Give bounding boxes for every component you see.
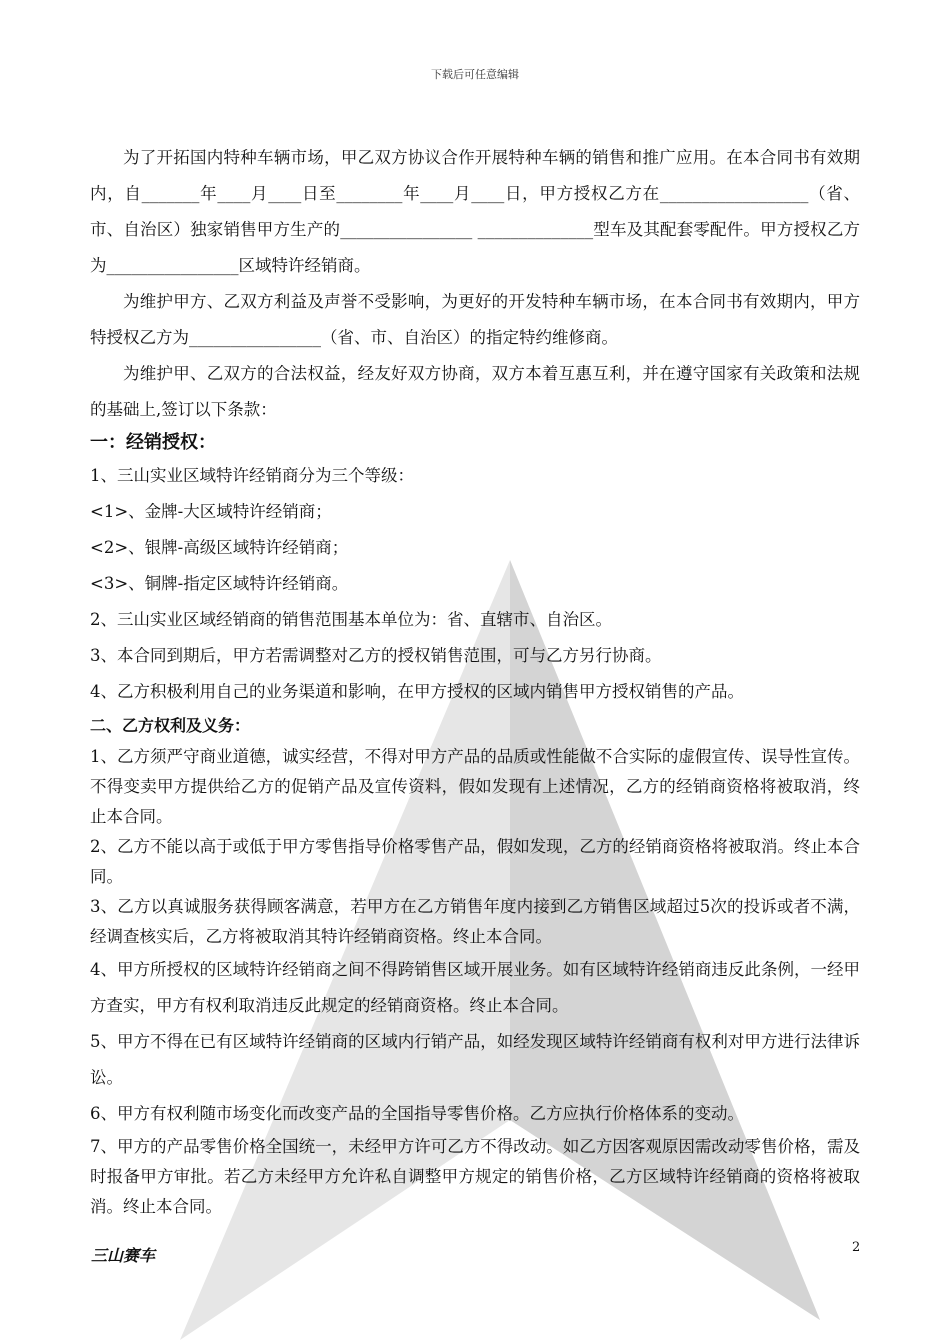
document-body [90,140,860,1222]
section-2-item: 4、甲方所授权的区域特许经销商之间不得跨销售区域开展业务。如有区域特许经销商违反此条例，一经甲方查实，甲方有权利取消违反此规定的经销商资格。终止本合同。 [90,960,860,1015]
footer-logo: 三山赛车 [91,1246,156,1265]
section-1-title: 一：经销授权： [90,432,216,453]
section-2-title: 二、乙方权利及义务： [90,716,251,735]
page-number: 2 [852,1240,861,1255]
section-1-item: 3、本合同到期后，甲方若需调整对乙方的授权销售范围，可与乙方另行协商。 [90,646,662,665]
section-1-item: 4、乙方积极利用自己的业务渠道和影响，在甲方授权的区域内销售甲方授权销售的产品。 [90,682,744,701]
section-1-item: 2、三山实业区域经销商的销售范围基本单位为：省、直辖市、自治区。 [90,610,612,629]
section-2-item: 5、甲方不得在已有区域特许经销商的区域内行销产品，如经发现区域特许经销商有权利对甲方进行法律诉讼。 [90,1032,860,1087]
section-2-item: 2、乙方不能以高于或低于甲方零售指导价格零售产品，假如发现，乙方的经销商资格将被取消。终止本合同。 [90,837,860,886]
intro-paragraph-1: 为了开拓国内特种车辆市场，甲乙双方协议合作开展特种车辆的销售和推广应用。在本合同书有效期内，自_______年____月____日至________年____月____日，甲方授权乙方在__________________（省、市、自治区）独家销售甲方生产的________________ ______________型车及其配套零配件。甲方授权乙方为________________区域特许经销商。 [90,148,860,275]
section-2-item: 6、甲方有权利随市场变化而改变产品的全国指导零售价格。乙方应执行价格体系的变动。 [90,1104,744,1123]
header-note: 下载后可任意编辑 [431,68,519,81]
section-1-item: <2>、银牌-高级区域特许经销商； [90,538,349,557]
section-2-item: 7、甲方的产品零售价格全国统一，未经甲方许可乙方不得改动。如乙方因客观原因需改动零售价格，需及时报备甲方审批。若乙方未经甲方允许私自调整甲方规定的销售价格，乙方区域特许经销商的资格将被取消。终止本合同。 [90,1137,860,1216]
intro-paragraph-2: 为维护甲方、乙双方利益及声誉不受影响，为更好的开发特种车辆市场，在本合同书有效期内，甲方特授权乙方为________________（省、市、自治区）的指定特约维修商。 [90,292,860,347]
section-1-item: <3>、铜牌-指定区域特许经销商。 [90,574,349,593]
section-1-item: <1>、金牌-大区域特许经销商； [90,502,332,521]
section-2-item: 3、乙方以真诚服务获得顾客满意，若甲方在乙方销售年度内接到乙方销售区域超过5次的投诉或者不满，经调查核实后，乙方将被取消其特许经销商资格。终止本合同。 [90,897,860,946]
section-1-item: 1、三山实业区域特许经销商分为三个等级： [90,466,414,485]
intro-paragraph-3: 为维护甲、乙双方的合法权益，经友好双方协商，双方本着互惠互利，并在遵守国家有关政策和法规的基础上,签订以下条款： [90,364,860,419]
section-2-item: 1、乙方须严守商业道德，诚实经营，不得对甲方产品的品质或性能做不合实际的虚假宣传、误导性宣传。不得变卖甲方提供给乙方的促销产品及宣传资料，假如发现有上述情况，乙方的经销商资格将被取消，终止本合同。 [90,747,860,826]
